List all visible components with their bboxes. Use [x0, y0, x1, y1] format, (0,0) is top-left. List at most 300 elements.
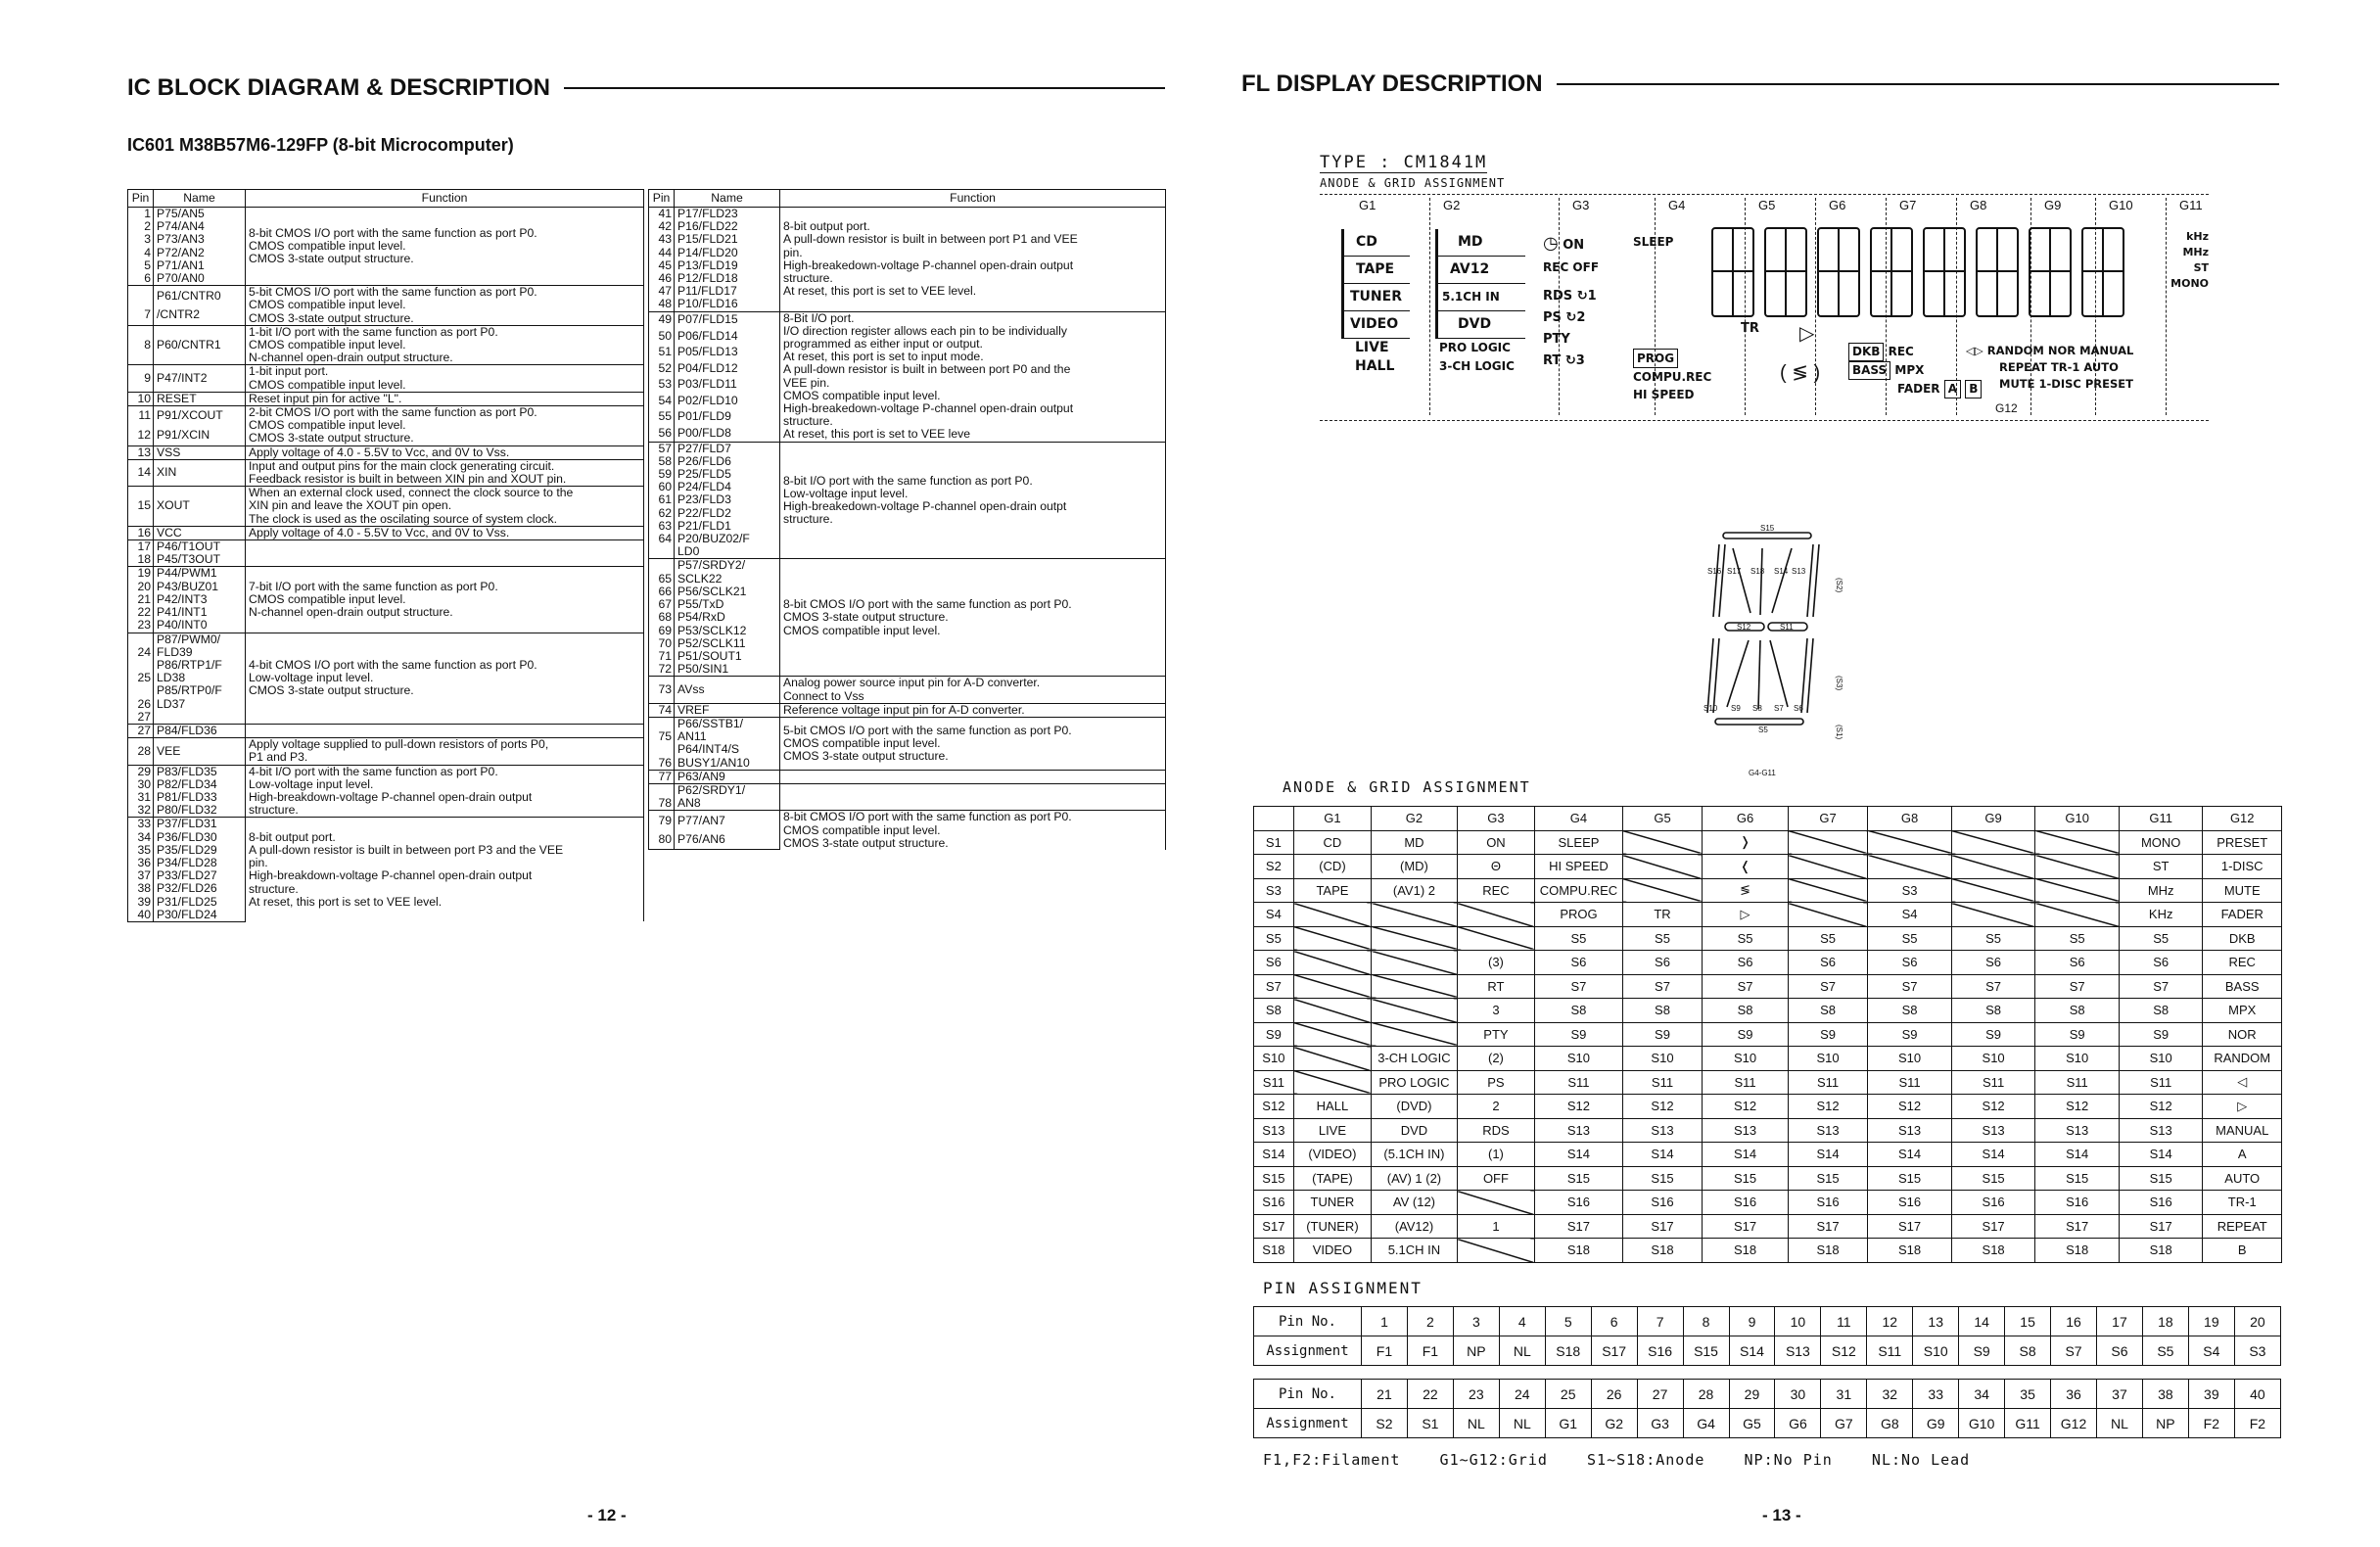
- pin-number: 42: [649, 220, 675, 233]
- seg-s18: [1760, 548, 1762, 615]
- grid-cell: S10: [1868, 1047, 1952, 1071]
- pin-number: 71: [649, 650, 675, 663]
- pin-name: P87/PWM0/: [154, 633, 246, 646]
- pin-number: 73: [649, 677, 675, 703]
- pin-row: [649, 208, 1166, 221]
- pin-name: VCC: [154, 526, 246, 539]
- grid-cell: S17: [1703, 1214, 1789, 1239]
- pin-name: P07/FLD15: [675, 311, 780, 328]
- grid-cell-empty: [1457, 1239, 1534, 1263]
- grid-cell: S12: [2035, 1095, 2120, 1119]
- g4-sleep: SLEEP: [1633, 235, 1674, 249]
- grid-cell: S7: [1868, 974, 1952, 999]
- pin-function: [780, 783, 1166, 810]
- pin-name: P02/FLD10: [675, 393, 780, 408]
- pa-cell: G4: [1683, 1409, 1729, 1438]
- grid-cell: S13: [1703, 1118, 1789, 1143]
- play-icon: ▷: [1799, 323, 1815, 345]
- g11-units: kHz MHz ST MONO: [2170, 230, 2209, 290]
- pin-name: P57/SRDY2/: [675, 559, 780, 573]
- grid-cell: S9: [2119, 1022, 2203, 1047]
- pin-number: 67: [649, 598, 675, 611]
- seg-s9: [1727, 640, 1749, 707]
- pa-cell: 19: [2188, 1307, 2234, 1336]
- grid-cell: S7: [1535, 974, 1623, 999]
- grid-cell-empty: [1293, 974, 1371, 999]
- grid-cell-empty: [1788, 878, 1867, 903]
- pa-cell: 8: [1683, 1307, 1729, 1336]
- pin-name: P26/FLD6: [675, 455, 780, 468]
- grid-cell: FADER: [2203, 903, 2282, 927]
- lbl-side-s3: (S3): [1835, 676, 1843, 691]
- grid-cell: PRO LOGIC: [1372, 1070, 1458, 1095]
- pin-number: 45: [649, 259, 675, 272]
- grid-cell: A: [2203, 1143, 2282, 1167]
- pin-number: 32: [128, 804, 154, 818]
- grid-cell: ❭: [1703, 830, 1789, 855]
- pa-cell: S7: [2051, 1336, 2097, 1366]
- pin-function: 4-bit I/O port with the same function as port P0. Low-voltage input level. High-breakdown-voltage P-channel open-drain output structure.: [246, 765, 644, 818]
- grid-cell: S10: [1703, 1047, 1789, 1071]
- pa-cell: G2: [1591, 1409, 1637, 1438]
- grid-cell: S14: [1622, 1143, 1702, 1167]
- grid-cell-empty: [1951, 855, 2035, 879]
- pin-name: FLD39: [154, 646, 246, 659]
- pin-number: 18: [128, 553, 154, 567]
- col-function: Function: [246, 190, 644, 208]
- pin-number: [128, 633, 154, 646]
- grid-row: [1254, 1214, 2282, 1239]
- arrow-2-icon: ↻2: [1565, 310, 1586, 325]
- anode-grid-table: [1253, 806, 2282, 1263]
- grid-cell-empty: [1868, 855, 1952, 879]
- grid-cell-empty: [1293, 1070, 1371, 1095]
- grid-row-header: S9: [1254, 1022, 1294, 1047]
- pa-cell: S17: [1591, 1336, 1637, 1366]
- pin-name: P03/FLD11: [675, 377, 780, 393]
- heading-rule: [1557, 83, 2279, 85]
- pin-name: P01/FLD9: [675, 409, 780, 425]
- grid-cell: RT: [1457, 974, 1534, 999]
- pin-row: [128, 286, 644, 305]
- pin-function: 8-bit CMOS I/O port with the same function as port P0. CMOS compatible input level. CMOS 3-state output structure.: [246, 208, 644, 286]
- grid-row-header: S4: [1254, 903, 1294, 927]
- pin-number: [128, 659, 154, 672]
- pin-name: P56/SCLK21: [675, 586, 780, 598]
- pin-name: P15/FLD21: [675, 233, 780, 246]
- pa-cell: G5: [1729, 1409, 1775, 1438]
- grid-cell-empty: [1788, 903, 1867, 927]
- grid-cell: S13: [1622, 1118, 1702, 1143]
- lbl-s5: S5: [1758, 726, 1768, 734]
- pa-cell: G10: [1959, 1409, 2005, 1438]
- pin-number: 17: [128, 540, 154, 554]
- pa-cell: NL: [2097, 1409, 2143, 1438]
- pa-cell: 38: [2142, 1380, 2188, 1409]
- grid-cell: S15: [1788, 1166, 1867, 1191]
- pin-row: [649, 811, 1166, 830]
- grid-cell: PROG: [1535, 903, 1623, 927]
- col-pin: Pin: [649, 190, 675, 208]
- pin-number: 55: [649, 409, 675, 425]
- grid-cell: S13: [2035, 1118, 2120, 1143]
- pin-number: 50: [649, 328, 675, 344]
- grid-col-header: G7: [1788, 807, 1867, 831]
- grid-cell: ❬: [1703, 855, 1789, 879]
- pa-cell: 2: [1407, 1307, 1453, 1336]
- pin-function: 7-bit I/O port with the same function as port P0. CMOS compatible input level. N-channel open-drain output structure.: [246, 567, 644, 633]
- pin-number: [649, 545, 675, 559]
- grid-col-header: G8: [1868, 807, 1952, 831]
- pin-number: 26: [128, 698, 154, 711]
- pin-function: Analog power source input pin for A-D converter. Connect to Vss: [780, 677, 1166, 703]
- pin-row: [649, 703, 1166, 717]
- ic-subtitle: IC601 M38B57M6-129FP (8-bit Microcomputer): [127, 135, 514, 155]
- pa-cell: S14: [1729, 1336, 1775, 1366]
- pin-number: 78: [649, 797, 675, 811]
- pin-number: 35: [128, 844, 154, 857]
- grid-cell: REPEAT: [2203, 1214, 2282, 1239]
- assignment-label: Assignment: [1254, 1409, 1362, 1438]
- arrow-1-icon: ↻1: [1576, 289, 1597, 304]
- clock-icon: ◷: [1543, 233, 1559, 254]
- grid-cell: S11: [1951, 1070, 2035, 1095]
- grid-cell: S9: [2035, 1022, 2120, 1047]
- pin-number: 39: [128, 896, 154, 909]
- grid-cell: S9: [1535, 1022, 1623, 1047]
- pin-no-label: Pin No.: [1254, 1307, 1362, 1336]
- grid-cell-empty: [2035, 830, 2120, 855]
- grid-row: [1254, 1095, 2282, 1119]
- pin-number: 47: [649, 285, 675, 298]
- pin-name: P00/FLD8: [675, 425, 780, 442]
- pa-cell: 13: [1913, 1307, 1959, 1336]
- page-number-left: - 12 -: [587, 1506, 627, 1524]
- g8-row2: BASS MPX: [1848, 361, 1982, 380]
- pin-name: P86/RTP1/F: [154, 659, 246, 672]
- pa-cell: NP: [1453, 1336, 1499, 1366]
- g8-row1: DKB REC: [1848, 343, 1982, 361]
- right-heading-text: FL DISPLAY DESCRIPTION: [1241, 70, 1543, 97]
- pin-name: P21/FLD1: [675, 520, 780, 533]
- grid-cell: ST: [2119, 855, 2203, 879]
- pa-cell: G7: [1821, 1409, 1867, 1438]
- grid-cell: S15: [1868, 1166, 1952, 1191]
- pin-number: 51: [649, 345, 675, 360]
- grid-cell: S12: [2119, 1095, 2203, 1119]
- grid-cell-empty: [1372, 951, 1458, 975]
- pin-name: P16/FLD22: [675, 220, 780, 233]
- pa-cell: G3: [1637, 1409, 1683, 1438]
- grid-row: [1254, 1191, 2282, 1215]
- pin-number: 3: [128, 233, 154, 246]
- pin-function: Apply voltage supplied to pull-down resistors of ports P0, P1 and P3.: [246, 738, 644, 765]
- pin-row: [128, 567, 644, 581]
- pin-function: 5-bit CMOS I/O port with the same function as port P0. CMOS compatible input level. CMOS 3-state output structure.: [246, 286, 644, 326]
- pin-number: 27: [128, 724, 154, 737]
- grid-cell: S11: [1622, 1070, 1702, 1095]
- grid-cell-empty: [1457, 1191, 1534, 1215]
- grid-col-header: G1: [1293, 807, 1371, 831]
- pa-cell: 39: [2188, 1380, 2234, 1409]
- grid-cell-empty: [1788, 855, 1867, 879]
- pin-name: P27/FLD7: [675, 442, 780, 455]
- grid-cell: S6: [1868, 951, 1952, 975]
- grid-cell-empty: [1372, 926, 1458, 951]
- grid-cell: S12: [1788, 1095, 1867, 1119]
- pa-cell: F2: [2188, 1409, 2234, 1438]
- lbl-s12: S12: [1737, 623, 1751, 632]
- lbl-s14: S14: [1774, 567, 1789, 576]
- pa-cell: 17: [2097, 1307, 2143, 1336]
- grid-cell: S17: [1622, 1214, 1702, 1239]
- pin-function: 8-bit output port. A pull-down resistor is built in between port P1 and VEE pin. High-breakedown-voltage P-channel open-drain output structure. At reset, this port is set to VEE level.: [780, 208, 1166, 312]
- pin-name: P52/SCLK11: [675, 637, 780, 650]
- grid-cell: S9: [1868, 1022, 1952, 1047]
- grid-cell: BASS: [2203, 974, 2282, 999]
- grid-cell: S8: [1703, 999, 1789, 1023]
- grid-cell: (TUNER): [1293, 1214, 1371, 1239]
- grid-cell: S18: [1951, 1239, 2035, 1263]
- pin-number: 52: [649, 360, 675, 376]
- pa-cell: 18: [2142, 1307, 2188, 1336]
- pin-name: VREF: [675, 703, 780, 717]
- panel-grid-label: G7: [1899, 198, 1917, 212]
- pin-name: P50/SIN1: [675, 663, 780, 677]
- pa-cell: S10: [1913, 1336, 1959, 1366]
- grid-cell: S18: [2119, 1239, 2203, 1263]
- pa-cell: 32: [1867, 1380, 1913, 1409]
- pin-name: BUSY1/AN10: [675, 757, 780, 771]
- grid-col-header: G3: [1457, 807, 1534, 831]
- grid-cell: S18: [1622, 1239, 1702, 1263]
- pin-number: 38: [128, 882, 154, 895]
- g12-indicators: ◁▷ RANDOM NOR MANUAL REPEAT TR-1 AUTO MUTE 1-DISC PRESET: [1966, 344, 2134, 391]
- pin-function: 8-bit CMOS I/O port with the same function as port P0. CMOS compatible input level. CMOS 3-state output structure.: [780, 811, 1166, 850]
- pin-number: [128, 286, 154, 305]
- grid-cell: S16: [2035, 1191, 2120, 1215]
- pin-name: P17/FLD23: [675, 208, 780, 221]
- anode-grid-title: ANODE & GRID ASSIGNMENT: [1283, 778, 1531, 796]
- grid-cell: CD: [1293, 830, 1371, 855]
- grid-cell-empty: [1622, 878, 1702, 903]
- pin-row: [649, 717, 1166, 730]
- bracket-icon: ( ≶ ): [1780, 362, 1821, 384]
- pin-function: 1-bit input port. CMOS compatible input level.: [246, 365, 644, 392]
- pin-row: [649, 311, 1166, 328]
- grid-cell: TUNER: [1293, 1191, 1371, 1215]
- pin-name: P22/FLD2: [675, 507, 780, 520]
- panel-grid-label: G4: [1668, 198, 1686, 212]
- grid-cell: MHz: [2119, 878, 2203, 903]
- pin-name: P70/AN0: [154, 272, 246, 286]
- pin-name: P66/SSTB1/: [675, 717, 780, 730]
- pin-name: P43/BUZ01: [154, 581, 246, 593]
- grid-cell: S7: [1703, 974, 1789, 999]
- grid-cell: S18: [1788, 1239, 1867, 1263]
- grid-cell: NOR: [2203, 1022, 2282, 1047]
- pin-number: 8: [128, 325, 154, 365]
- seg-s5: [1715, 719, 1803, 725]
- grid-cell: S6: [2119, 951, 2203, 975]
- grid-cell: S6: [1622, 951, 1702, 975]
- pin-row: [128, 392, 644, 405]
- pa-cell: 35: [2005, 1380, 2051, 1409]
- pin-name: P84/FLD36: [154, 724, 246, 737]
- left-heading-text: IC BLOCK DIAGRAM & DESCRIPTION: [127, 74, 550, 101]
- grid-cell: S5: [1703, 926, 1789, 951]
- pin-name: LD37: [154, 698, 246, 711]
- pin-number: 13: [128, 445, 154, 459]
- grid-cell: (3): [1457, 951, 1534, 975]
- pin-assignment-table-1: [1253, 1306, 2281, 1366]
- pin-number: 62: [649, 507, 675, 520]
- grid-cell: S6: [1788, 951, 1867, 975]
- grid-col-header: G12: [2203, 807, 2282, 831]
- pin-name: P85/RTP0/F: [154, 684, 246, 697]
- pin-name: AN8: [675, 797, 780, 811]
- pin-name: P06/FLD14: [675, 328, 780, 344]
- lbl-s18: S18: [1750, 567, 1765, 576]
- pin-number: 43: [649, 233, 675, 246]
- grid-row: [1254, 999, 2282, 1023]
- grid-cell: 1: [1457, 1214, 1534, 1239]
- pin-number: 76: [649, 757, 675, 771]
- grid-row-header: S17: [1254, 1214, 1294, 1239]
- pa-cell: S16: [1637, 1336, 1683, 1366]
- pin-function: Input and output pins for the main clock generating circuit. Feedback resistor is built in between XIN pin and XOUT pin.: [246, 459, 644, 486]
- grid-cell: MANUAL: [2203, 1118, 2282, 1143]
- grid-row: [1254, 1143, 2282, 1167]
- pin-row: [128, 633, 644, 646]
- grid-cell-empty: [1457, 926, 1534, 951]
- grid-row-header: S13: [1254, 1118, 1294, 1143]
- grid-cell: S13: [2119, 1118, 2203, 1143]
- g8-indicators: [1848, 343, 1982, 398]
- pin-name: P73/AN3: [154, 233, 246, 246]
- panel-grid-label: G1: [1359, 198, 1377, 212]
- pin-function: Apply voltage of 4.0 - 5.5V to Vcc, and 0V to Vss.: [246, 526, 644, 539]
- pin-number: 20: [128, 581, 154, 593]
- digit-cell: [1923, 227, 1966, 317]
- pin-name: /CNTR2: [154, 305, 246, 325]
- pin-name: P76/AN6: [675, 830, 780, 850]
- pin-number: 12: [128, 426, 154, 445]
- pin-name: P55/TxD: [675, 598, 780, 611]
- pin-function: 1-bit I/O port with the same function as port P0. CMOS compatible input level. N-channel open-drain output structure.: [246, 325, 644, 365]
- pin-number: 24: [128, 646, 154, 659]
- grid-cell: S16: [1788, 1191, 1867, 1215]
- grid-cell: S18: [2035, 1239, 2120, 1263]
- pa-cell: 23: [1453, 1380, 1499, 1409]
- g3-rt: RT ↻3: [1543, 353, 1585, 368]
- panel-grid-label: G6: [1829, 198, 1846, 212]
- pa-cell: S11: [1867, 1336, 1913, 1366]
- grid-cell: S13: [1788, 1118, 1867, 1143]
- grid-cell: S18: [1703, 1239, 1789, 1263]
- g4-prog: PROG: [1633, 349, 1760, 368]
- grid-row: [1254, 878, 2282, 903]
- pin-function: 4-bit CMOS I/O port with the same function as port P0. Low-voltage input level. CMOS 3-state output structure.: [246, 633, 644, 724]
- grid-cell: S9: [1622, 1022, 1702, 1047]
- grid-cell: (AV1) 2: [1372, 878, 1458, 903]
- pin-number: 6: [128, 272, 154, 286]
- grid-cell: S17: [2035, 1214, 2120, 1239]
- pin-name: P30/FLD24: [154, 909, 246, 922]
- pin-name: P74/AN4: [154, 220, 246, 233]
- pin-number: 25: [128, 672, 154, 684]
- pin-row: [649, 770, 1166, 783]
- grid-col-header: G10: [2035, 807, 2120, 831]
- grid-cell: MD: [1372, 830, 1458, 855]
- col-name: Name: [675, 190, 780, 208]
- grid-cell: 5.1CH IN: [1372, 1239, 1458, 1263]
- grid-cell: HI SPEED: [1535, 855, 1623, 879]
- grid-cell: S8: [2119, 999, 2203, 1023]
- pa-cell: G11: [2005, 1409, 2051, 1438]
- pin-name: P14/FLD20: [675, 247, 780, 259]
- pin-name: P61/CNTR0: [154, 286, 246, 305]
- digit-cell: [1764, 227, 1807, 317]
- pin-number: [649, 559, 675, 573]
- grid-cell: S15: [2119, 1166, 2203, 1191]
- pin-row: [128, 208, 644, 221]
- grid-row-header: S11: [1254, 1070, 1294, 1095]
- panel-grid-label: G3: [1572, 198, 1590, 212]
- grid-cell: S12: [1622, 1095, 1702, 1119]
- grid-cell: (1): [1457, 1143, 1534, 1167]
- pin-function: Reset input pin for active "L".: [246, 392, 644, 405]
- pin-number: 7: [128, 305, 154, 325]
- grid-cell: S15: [1703, 1166, 1789, 1191]
- grid-cell: 2: [1457, 1095, 1534, 1119]
- pa-cell: G12: [2051, 1409, 2097, 1438]
- pa-cell: 33: [1913, 1380, 1959, 1409]
- grid-cell: S16: [1535, 1191, 1623, 1215]
- grid-cell: S6: [1535, 951, 1623, 975]
- grid-row: [1254, 926, 2282, 951]
- grid-cell: S8: [1951, 999, 2035, 1023]
- pin-number: 53: [649, 377, 675, 393]
- grid-cell: DKB: [2203, 926, 2282, 951]
- pin-function: [246, 724, 644, 737]
- g2-av12: AV12: [1435, 257, 1525, 284]
- pin-name: P32/FLD26: [154, 882, 246, 895]
- pin-name: P91/XCOUT: [154, 406, 246, 426]
- pa-cell: 30: [1775, 1380, 1821, 1409]
- grid-cell: S17: [1788, 1214, 1867, 1239]
- lbl-g4g11: G4-G11: [1749, 769, 1776, 777]
- pin-number: 58: [649, 455, 675, 468]
- pin-function: 2-bit CMOS I/O port with the same function as port P0. CMOS compatible input level. CMOS 3-state output structure.: [246, 406, 644, 446]
- pin-number: 16: [128, 526, 154, 539]
- pin-function: When an external clock used, connect the clock source to the XIN pin and leave the XOUT pin open. The clock is used as the oscilating source of system clock.: [246, 487, 644, 527]
- grid-cell: S16: [2119, 1191, 2203, 1215]
- grid-cell-empty: [1951, 830, 2035, 855]
- grid-cell: S5: [1535, 926, 1623, 951]
- pa-cell: 27: [1637, 1380, 1683, 1409]
- pin-name: P25/FLD5: [675, 468, 780, 481]
- grid-cell: ON: [1457, 830, 1534, 855]
- pin-name: P51/SOUT1: [675, 650, 780, 663]
- pin-function: 8-bit output port. A pull-down resistor is built in between port P3 and the VEE pin. High-breakdown-voltage P-channel open-drain output structure. At reset, this port is set to VEE level.: [246, 818, 644, 922]
- pin-number: 80: [649, 830, 675, 850]
- grid-corner: [1254, 807, 1294, 831]
- pa-cell: S1: [1407, 1409, 1453, 1438]
- grid-cell: S10: [2119, 1047, 2203, 1071]
- pin-name: P44/PWM1: [154, 567, 246, 581]
- segment-diagram: [1703, 519, 1860, 783]
